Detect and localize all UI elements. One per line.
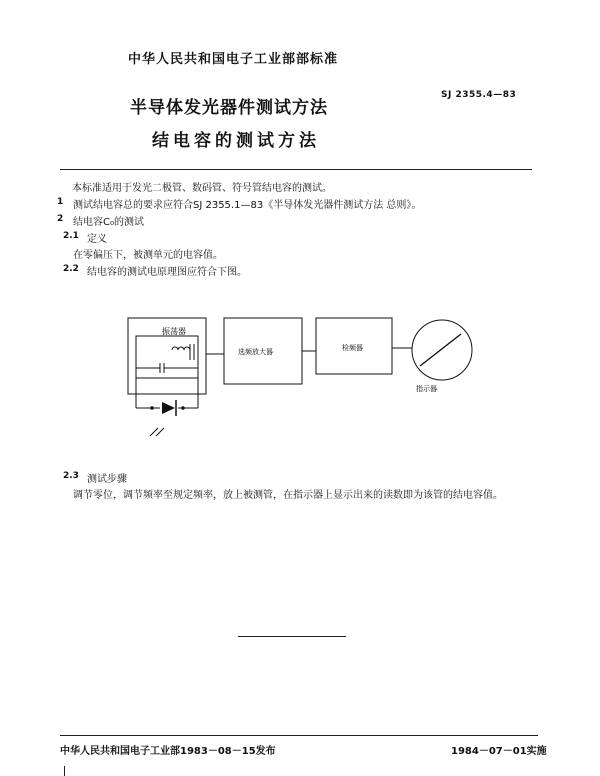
circuit-diagram <box>120 308 480 448</box>
section-2-1-text: 在零偏压下，被测单元的电容值。 <box>73 250 223 261</box>
section-2-3-text: 调节零位，调节频率至规定频率，放上被测管，在指示器上显示出来的读数即为该管的结电容值。 <box>73 490 503 501</box>
footer-divider <box>60 735 538 736</box>
amplifier-label: 选频放大器 <box>238 348 273 356</box>
indicator-needle <box>420 334 461 366</box>
inductor-coil <box>172 347 190 350</box>
page-title: 半导体发光器件测试方法 <box>130 98 328 118</box>
detector-label: 检频器 <box>342 344 363 352</box>
section-2-1-number: 2.1 <box>63 231 79 241</box>
oscillator-tank-circuit <box>136 336 198 378</box>
oscillator-label: 振荡器 <box>162 327 186 336</box>
section-2-2-text: 结电容的测试电原理图应符合下图。 <box>87 267 247 278</box>
section-2-3-number: 2.3 <box>63 471 79 481</box>
intro-paragraph: 本标准适用于发光二极管、数码管、符号管结电容的测试。 <box>72 183 332 194</box>
section-2-2-number: 2.2 <box>63 264 79 274</box>
indicator-dial <box>412 320 472 380</box>
end-rule <box>238 636 346 637</box>
indicator-label: 指示器 <box>416 385 437 393</box>
led-diode-icon <box>162 402 175 414</box>
page-subtitle: 结电容的测试方法 <box>152 131 320 151</box>
section-1-text: 测试结电容总的要求应符合SJ 2355.1—83《半导体发光器件测试方法 总则》。 <box>73 200 422 211</box>
issue-date: 中华人民共和国电子工业部1983－08－15发布 <box>60 746 276 757</box>
effective-date: 1984－07－01实施 <box>451 746 547 757</box>
section-2-3-title: 测试步骤 <box>87 474 127 485</box>
title-divider <box>60 169 532 170</box>
section-2-1-title: 定义 <box>87 234 107 245</box>
standard-number: SJ 2355.4—83 <box>441 90 517 100</box>
section-2-title: 结电容C₀的测试 <box>73 217 144 228</box>
org-standard-header: 中华人民共和国电子工业部部标准 <box>128 52 339 67</box>
section-2-number: 2 <box>57 214 64 224</box>
section-1-number: 1 <box>57 197 64 207</box>
margin-mark <box>64 766 65 776</box>
